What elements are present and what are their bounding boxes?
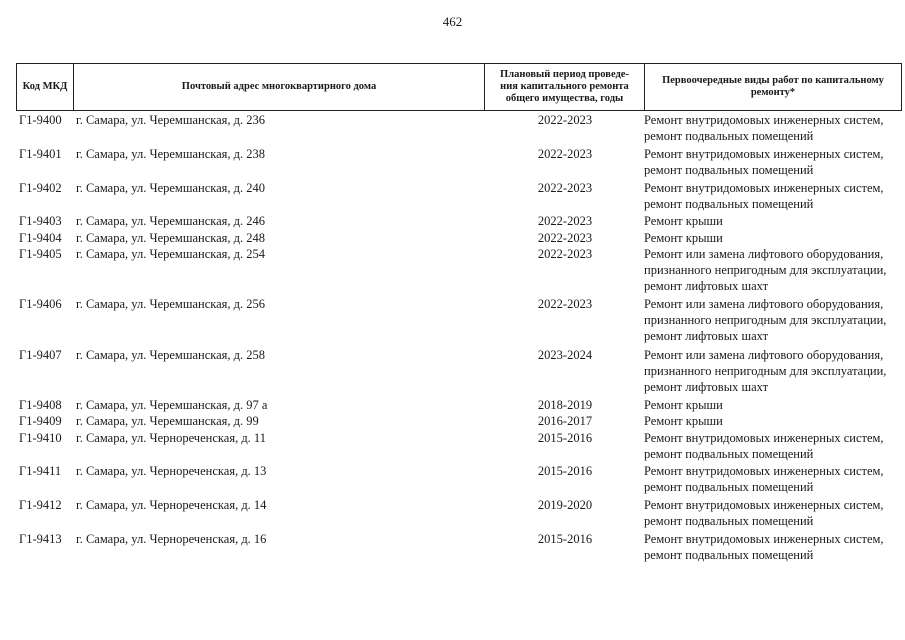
cell-code: Г1-9407 (19, 348, 62, 362)
cell-code: Г1-9413 (19, 532, 62, 546)
cell-code: Г1-9403 (19, 214, 62, 228)
cell-works-line: Ремонт крыши (644, 398, 723, 412)
cell-works-line: Ремонт внутридомовых инженерных систем, (644, 147, 884, 161)
page-number: 462 (442, 14, 463, 29)
cell-works-line: Ремонт внутридомовых инженерных систем, (644, 498, 884, 512)
cell-works-line: признанного непригодным для эксплуатации, (644, 313, 887, 327)
cell-period: 2022-2023 (537, 113, 593, 127)
header-period-line: общего имущества, годы (505, 93, 624, 104)
cell-address: г. Самара, ул. Черемшанская, д. 246 (76, 214, 266, 228)
cell-works (644, 463, 905, 495)
cell-works (644, 497, 905, 529)
cell-code: Г1-9400 (19, 113, 62, 127)
cell-period: 2022-2023 (537, 247, 593, 261)
cell-works-line: Ремонт крыши (644, 414, 723, 428)
cell-works-line: признанного непригодным для эксплуатации, (644, 263, 887, 277)
cell-works-line: Ремонт крыши (644, 214, 723, 228)
cell-code: Г1-9409 (19, 414, 62, 428)
cell-address: г. Самара, ул. Черемшанская, д. 99 (76, 414, 259, 428)
cell-works-line: Ремонт или замена лифтового оборудования, (644, 348, 884, 362)
cell-works (644, 230, 905, 246)
cell-works (644, 413, 905, 429)
cell-works-line: ремонт лифтовых шахт (644, 329, 769, 343)
cell-works-line: ремонт подвальных помещений (644, 480, 814, 494)
table-header (16, 63, 902, 111)
cell-works-line: ремонт лифтовых шахт (644, 380, 769, 394)
cell-address: г. Самара, ул. Черемшанская, д. 248 (76, 231, 266, 245)
cell-address: г. Самара, ул. Черемшанская, д. 254 (76, 247, 266, 261)
cell-address: г. Самара, ул. Чернореченская, д. 16 (76, 532, 267, 546)
cell-works-line: Ремонт внутридомовых инженерных систем, (644, 431, 884, 445)
cell-works-line: Ремонт или замена лифтового оборудования, (644, 297, 884, 311)
cell-works-line: ремонт подвальных помещений (644, 197, 814, 211)
header-period-line: ния капитального ремонта (500, 81, 629, 92)
header-works (645, 64, 901, 110)
cell-works-line: ремонт подвальных помещений (644, 163, 814, 177)
cell-period: 2019-2020 (537, 498, 593, 512)
cell-address: г. Самара, ул. Черемшанская, д. 236 (76, 113, 266, 127)
header-works-line: ремонту* (750, 87, 796, 98)
cell-code: Г1-9408 (19, 398, 62, 412)
cell-period: 2022-2023 (537, 181, 593, 195)
cell-works (644, 531, 905, 563)
cell-works-line: Ремонт или замена лифтового оборудования, (644, 247, 884, 261)
cell-works-line: ремонт подвальных помещений (644, 447, 814, 461)
cell-works (644, 180, 905, 212)
cell-works-line: Ремонт внутридомовых инженерных систем, (644, 113, 884, 127)
cell-address: г. Самара, ул. Черемшанская, д. 258 (76, 348, 266, 362)
cell-period: 2018-2019 (537, 398, 593, 412)
cell-works-line: Ремонт внутридомовых инженерных систем, (644, 181, 884, 195)
cell-works-line: Ремонт внутридомовых инженерных систем, (644, 532, 884, 546)
cell-works-line: ремонт подвальных помещений (644, 548, 814, 562)
cell-period: 2015-2016 (537, 431, 593, 445)
cell-address: г. Самара, ул. Чернореченская, д. 11 (76, 431, 266, 445)
cell-code: Г1-9411 (19, 464, 62, 478)
cell-address: г. Самара, ул. Черемшанская, д. 238 (76, 147, 266, 161)
cell-works (644, 146, 905, 178)
cell-period: 2022-2023 (537, 147, 593, 161)
cell-code: Г1-9401 (19, 147, 62, 161)
cell-works-line: признанного непригодным для эксплуатации, (644, 364, 887, 378)
cell-works-line: ремонт лифтовых шахт (644, 279, 769, 293)
cell-period: 2015-2016 (537, 532, 593, 546)
header-period-line: Плановый период проведе- (500, 69, 629, 80)
cell-period: 2022-2023 (537, 214, 593, 228)
cell-works (644, 112, 905, 144)
cell-address: г. Самара, ул. Черемшанская, д. 256 (76, 297, 266, 311)
cell-works-line: ремонт подвальных помещений (644, 514, 814, 528)
header-code: Код МКД (17, 64, 74, 110)
cell-code: Г1-9410 (19, 431, 62, 445)
header-address: Почтовый адрес многоквартирного дома (74, 64, 485, 110)
cell-address: г. Самара, ул. Черемшанская, д. 97 а (76, 398, 268, 412)
cell-code: Г1-9406 (19, 297, 62, 311)
cell-code: Г1-9402 (19, 181, 62, 195)
header-works-line: Первоочередные виды работ по капитальному (662, 75, 884, 86)
cell-code: Г1-9412 (19, 498, 62, 512)
cell-code: Г1-9405 (19, 247, 62, 261)
cell-address: г. Самара, ул. Чернореченская, д. 14 (76, 498, 267, 512)
cell-works (644, 347, 905, 395)
cell-period: 2015-2016 (537, 464, 593, 478)
cell-works (644, 296, 905, 344)
cell-code: Г1-9404 (19, 231, 62, 245)
cell-address: г. Самара, ул. Чернореченская, д. 13 (76, 464, 267, 478)
cell-works-line: Ремонт внутридомовых инженерных систем, (644, 464, 884, 478)
cell-period: 2016-2017 (537, 414, 593, 428)
header-period (485, 64, 645, 110)
cell-period: 2023-2024 (537, 348, 593, 362)
cell-works-line: ремонт подвальных помещений (644, 129, 814, 143)
cell-works (644, 213, 905, 229)
cell-works (644, 430, 905, 462)
cell-period: 2022-2023 (537, 231, 593, 245)
cell-works (644, 246, 905, 294)
cell-address: г. Самара, ул. Черемшанская, д. 240 (76, 181, 266, 195)
cell-works-line: Ремонт крыши (644, 231, 723, 245)
cell-works (644, 397, 905, 413)
cell-period: 2022-2023 (537, 297, 593, 311)
